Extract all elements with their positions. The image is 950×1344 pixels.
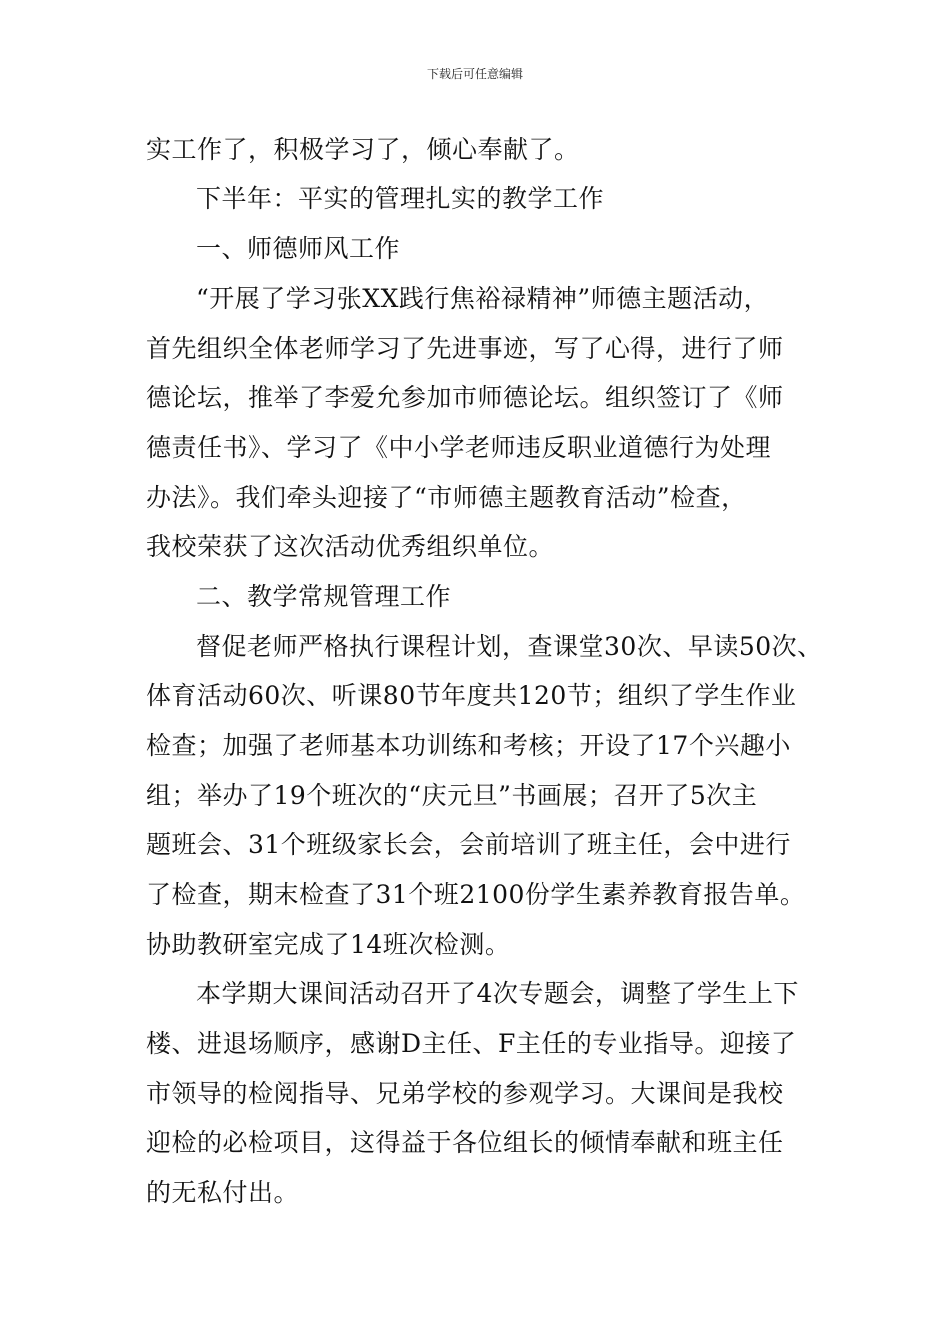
text-line: 实工作了，积极学习了，倾心奉献了。	[146, 135, 580, 164]
text-line: 本学期大课间活动召开了4次专题会，调整了学生上下	[196, 979, 799, 1008]
text-line: 题班会、31个班级家长会，会前培训了班主任，会中进行	[146, 830, 791, 859]
text-line: 体育活动60次、听课80节年度共120节；组织了学生作业	[146, 681, 797, 710]
text-line: 督促老师严格执行课程计划，查课堂30次、早读50次、	[196, 632, 823, 661]
text-line: 市领导的检阅指导、兄弟学校的参观学习。大课间是我校	[146, 1079, 784, 1108]
page-header: 下载后可任意编辑	[426, 67, 523, 81]
text-line: 楼、进退场顺序，感谢D主任、F主任的专业指导。迎接了	[146, 1029, 797, 1058]
text-line: 了检查，期末检查了31个班2100份学生素养教育报告单。	[146, 880, 806, 909]
section-heading: 下半年：平实的管理扎实的教学工作	[196, 184, 605, 213]
text-line: 首先组织全体老师学习了先进事迹，写了心得，进行了师	[146, 334, 784, 363]
section-heading: 一、师德师风工作	[196, 234, 401, 263]
section-heading: 二、教学常规管理工作	[196, 582, 452, 611]
text-line: 德论坛，推举了李爱允参加市师德论坛。组织签订了《师	[146, 383, 784, 412]
text-line: “开展了学习张XX践行焦裕禄精神”师德主题活动，	[196, 284, 770, 313]
text-line: 的无私付出。	[146, 1178, 300, 1207]
text-line: 德责任书》、学习了《中小学老师违反职业道德行为处理	[146, 433, 772, 462]
text-line: 迎检的必检项目，这得益于各位组长的倾情奉献和班主任	[146, 1128, 784, 1157]
text-line: 检查；加强了老师基本功训练和考核；开设了17个兴趣小	[146, 731, 791, 760]
text-line: 我校荣获了这次活动优秀组织单位。	[146, 532, 555, 561]
text-line: 办法》。我们牵头迎接了“市师德主题教育活动”检查，	[146, 483, 747, 512]
text-line: 组；举办了19个班次的“庆元旦”书画展；召开了5次主	[146, 781, 758, 810]
text-line: 协助教研室完成了14班次检测。	[146, 930, 511, 959]
